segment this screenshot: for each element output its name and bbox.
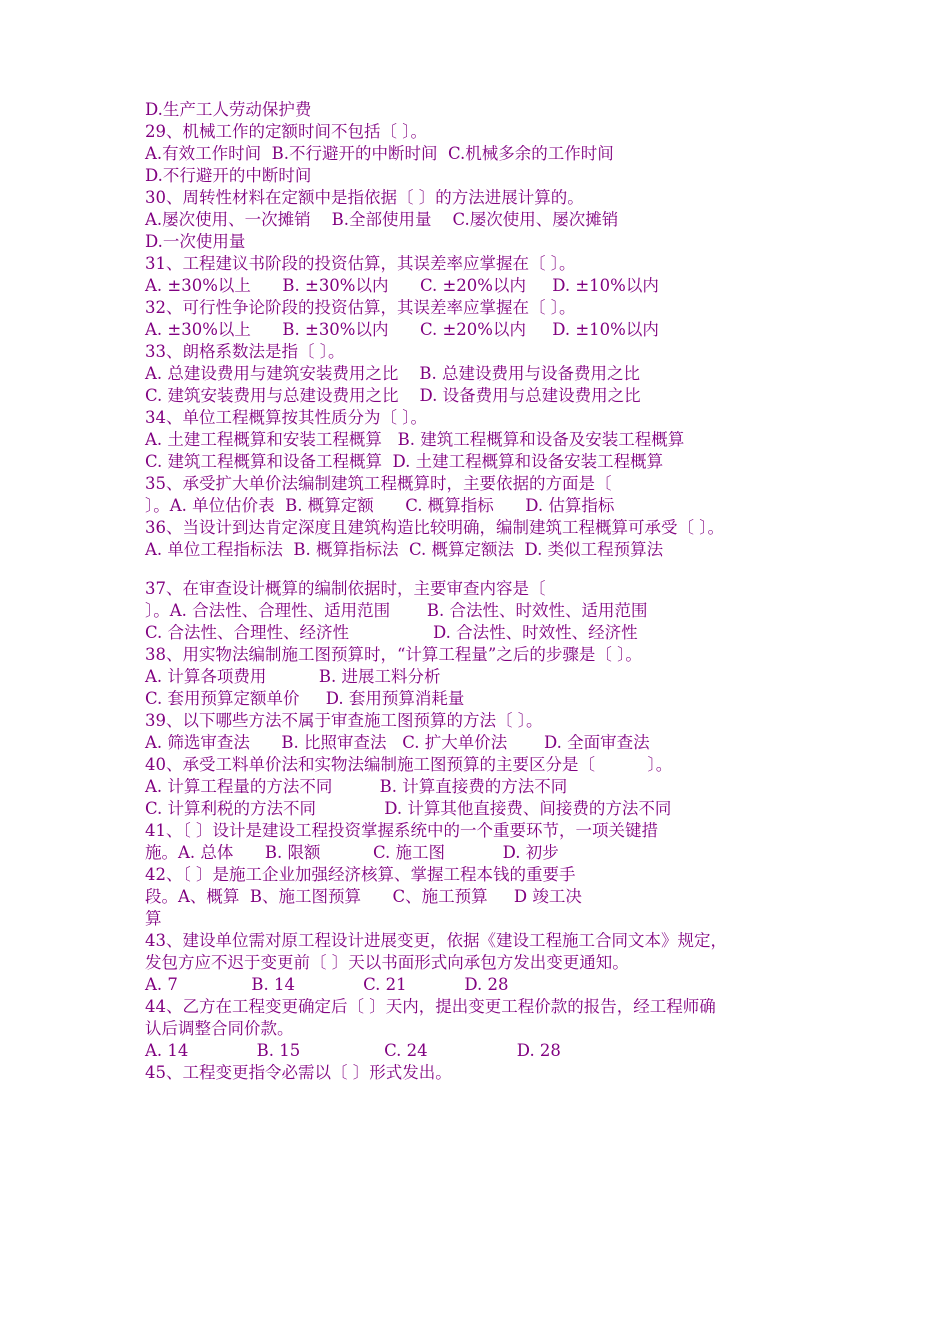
options-line: 〕。A. 合法性、合理性、适用范围 B. 合法性、时效性、适用范围 xyxy=(145,601,648,620)
options-line: A.屡次使用、一次摊销 B.全部使用量 C.屡次使用、屡次摊销 xyxy=(145,210,619,229)
question-40: 40、承受工料单价法和实物法编制施工图预算的主要区分是〔 〕。 xyxy=(145,755,673,774)
options-line: D.不行避开的中断时间 xyxy=(145,166,312,185)
options-line: A. 总建设费用与建筑安装费用之比 B. 总建设费用与设备费用之比 xyxy=(145,364,640,383)
text-line: D.生产工人劳动保护费 xyxy=(145,100,312,119)
options-line: D.一次使用量 xyxy=(145,232,246,251)
options-line: C. 建筑工程概算和设备工程概算 D. 土建工程概算和设备安装工程概算 xyxy=(145,452,664,471)
question-42: 42、〔 〕是施工企业加强经济核算、掌握工程本钱的重要手 xyxy=(145,865,576,884)
options-line: A. 14 B. 15 C. 24 D. 28 xyxy=(145,1041,561,1060)
options-line: A. 计算各项费用 B. 进展工料分析 xyxy=(145,667,441,686)
question-37: 37、在审查设计概算的编制依据时，主要审查内容是〔 xyxy=(145,579,546,598)
options-line: C. 计算利税的方法不同 D. 计算其他直接费、间接费的方法不同 xyxy=(145,799,672,818)
options-line: A.有效工作时间 B.不行避开的中断时间 C.机械多余的工作时间 xyxy=(145,144,614,163)
question-29: 29、机械工作的定额时间不包括〔 〕。 xyxy=(145,122,427,141)
options-line: C. 建筑安装费用与总建设费用之比 D. 设备费用与总建设费用之比 xyxy=(145,386,641,405)
question-36: 36、当设计到达肯定深度且建筑构造比较明确，编制建筑工程概算可承受〔 〕。 xyxy=(145,518,724,537)
options-line: 施。A. 总体 B. 限额 C. 施工图 D. 初步 xyxy=(145,843,559,862)
options-line: A. 计算工程量的方法不同 B. 计算直接费的方法不同 xyxy=(145,777,568,796)
question-32: 32、可行性争论阶段的投资估算，其误差率应掌握在〔 〕。 xyxy=(145,298,576,317)
question-41: 41、〔 〕设计是建设工程投资掌握系统中的一个重要环节，一项关键措 xyxy=(145,821,658,840)
options-line: C. 合法性、合理性、经济性 D. 合法性、时效性、经济性 xyxy=(145,623,638,642)
question-31: 31、工程建议书阶段的投资估算，其误差率应掌握在〔 〕。 xyxy=(145,254,576,273)
question-34: 34、单位工程概算按其性质分为〔 〕。 xyxy=(145,408,427,427)
options-line: A. ±30%以上 B. ±30%以内 C. ±20%以内 D. ±10%以内 xyxy=(145,320,659,339)
question-39: 39、以下哪些方法不属于审查施工图预算的方法〔 〕。 xyxy=(145,711,543,730)
question-44-cont: 认后调整合同价款。 xyxy=(145,1019,294,1038)
options-line: 段。A、概算 B、施工图预算 C、施工预算 D 竣工决 xyxy=(145,887,582,906)
options-line: 算 xyxy=(145,909,162,928)
question-43-cont: 发包方应不迟于变更前〔 〕天以书面形式向承包方发出变更通知。 xyxy=(145,953,629,972)
question-33: 33、朗格系数法是指〔 〕。 xyxy=(145,342,345,361)
question-43: 43、建设单位需对原工程设计进展变更，依据《建设工程施工合同文本》规定， xyxy=(145,931,727,950)
options-line: 〕。A. 单位估价表 B. 概算定额 C. 概算指标 D. 估算指标 xyxy=(145,496,615,515)
options-line: A. 筛选审查法 B. 比照审查法 C. 扩大单价法 D. 全面审查法 xyxy=(145,733,650,752)
options-line: A. 单位工程指标法 B. 概算指标法 C. 概算定额法 D. 类似工程预算法 xyxy=(145,540,664,559)
question-35: 35、承受扩大单价法编制建筑工程概算时，主要依据的方面是〔 xyxy=(145,474,612,493)
question-44: 44、乙方在工程变更确定后〔 〕天内，提出变更工程价款的报告，经工程师确 xyxy=(145,997,716,1016)
question-45: 45、工程变更指令必需以〔 〕形式发出。 xyxy=(145,1063,452,1082)
question-38: 38、用实物法编制施工图预算时，“计算工程量”之后的步骤是〔 〕。 xyxy=(145,645,642,664)
question-30: 30、周转性材料在定额中是指依据〔 〕的方法进展计算的。 xyxy=(145,188,584,207)
options-line: A. ±30%以上 B. ±30%以内 C. ±20%以内 D. ±10%以内 xyxy=(145,276,659,295)
options-line: A. 7 B. 14 C. 21 D. 28 xyxy=(145,975,509,994)
options-line: C. 套用预算定额单价 D. 套用预算消耗量 xyxy=(145,689,465,708)
options-line: A. 土建工程概算和安装工程概算 B. 建筑工程概算和设备及安装工程概算 xyxy=(145,430,685,449)
